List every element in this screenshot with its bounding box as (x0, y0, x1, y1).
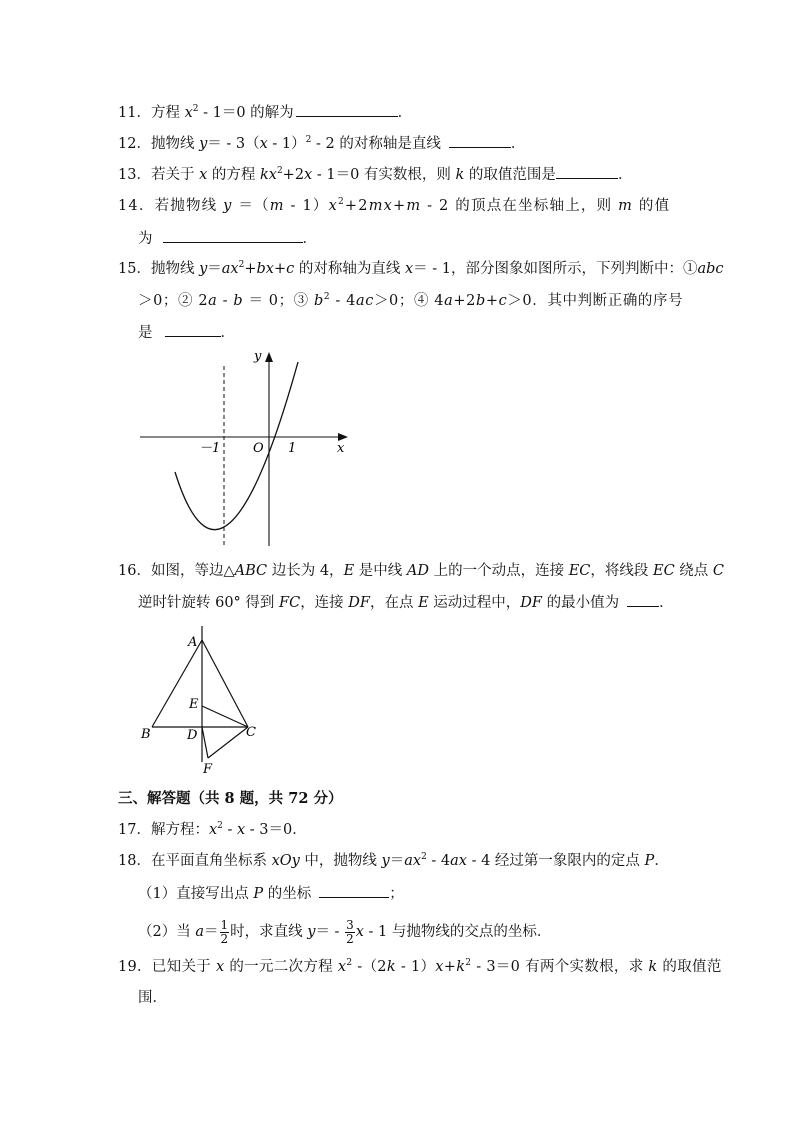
x-axis-arrow (338, 433, 348, 441)
triangle-figure (140, 626, 256, 777)
fraction-three-halves: $\frac{3}{2}$ (346, 917, 354, 946)
question-11: 11．方程 $x^2 - 1=0$ 的解为 ． (118, 102, 412, 123)
answer-blank[interactable] (319, 883, 389, 898)
question-15-line2: ＞0；② 2a - b ＝ 0；③ $b^2 - 4ac>0$；④ 4a+2b+c＞0．其中判断正确的序号 (138, 292, 684, 309)
fraction-one-half: $\frac{1}{2}$ (220, 917, 229, 946)
question-15-line3: 是 ． (138, 322, 235, 343)
tick-label-one: 1 (288, 441, 297, 456)
origin-label: O (253, 441, 264, 456)
segment-FC (208, 727, 248, 758)
vertex-label-A: A (188, 635, 198, 650)
side-AC (202, 640, 248, 727)
question-16: 16．如图，等边△ABC 边长为 4，E 是中线 AD 上的一个动点，连接 EC，将线段 EC 绕点 C (118, 563, 725, 579)
question-17: 17．解方程：$x^2 - x - 3=0$． (118, 821, 307, 838)
answer-blank[interactable] (627, 592, 659, 607)
question-19-line2: 围． (138, 990, 167, 1006)
y-axis-arrow (265, 352, 273, 362)
question-15: 15．抛物线 $y=ax^2+bx+c$ 的对称轴为直线 x＝ - 1，部分图象如图所示，下列判断中：①abc (118, 260, 724, 277)
question-19: 19．已知关于 x 的一元二次方程 $x^2$ $-(2k - 1)x+k^2 - 3=0$ 有两个实数根，求 k 的取值范 (118, 958, 722, 975)
point-label-E: E (189, 697, 199, 712)
point-label-D: D (187, 728, 198, 743)
question-18-part2: （2）当 a＝ $\frac{1}{2}$ 时，求直线 y＝ - $\frac{3}{2}$ x - 1 与抛物线的交点的坐标． (138, 917, 552, 946)
tick-label-neg-one: －1 (199, 441, 221, 456)
segment-DF (202, 727, 208, 758)
side-AB (152, 640, 202, 727)
question-14-line2: 为 ． (138, 228, 317, 249)
question-13: 13．若关于 x 的方程 $kx^2+2x - 1=0$ 有实数根，则 k 的取值范围是 ． (118, 164, 632, 185)
section-title: 三、解答题（共 8 题，共 72 分） (118, 790, 343, 807)
y-axis-label: y (254, 349, 262, 364)
question-18-part1: （1）直接写出点 P 的坐标 ； (138, 883, 404, 904)
parabola-curve (175, 362, 298, 530)
question-number: 11． (118, 105, 151, 121)
point-label-F: F (203, 762, 213, 777)
question-14: 14．若抛物线 $y =(m - 1)x^2+2mx+m - 2$ 的顶点在坐标轴上，则 m 的值 (118, 197, 671, 214)
question-16-line2: 逆时针旋转 60° 得到 FC，连接 DF，在点 E 运动过程中，DF 的最小值为 ． (138, 592, 674, 613)
x-axis-label: x (337, 441, 345, 456)
question-18: 18．在平面直角坐标系 xOy 中，抛物线 $y=ax^2 - 4ax - 4$ 经过第一象限内的定点 P． (118, 852, 669, 869)
vertex-label-B: B (141, 727, 151, 742)
question-12: 12．抛物线 y＝ - 3（x - 1）$^2$ - 2 的对称轴是直线 ． (118, 133, 525, 154)
vertex-label-C: C (246, 725, 256, 740)
segment-EC (202, 706, 248, 727)
